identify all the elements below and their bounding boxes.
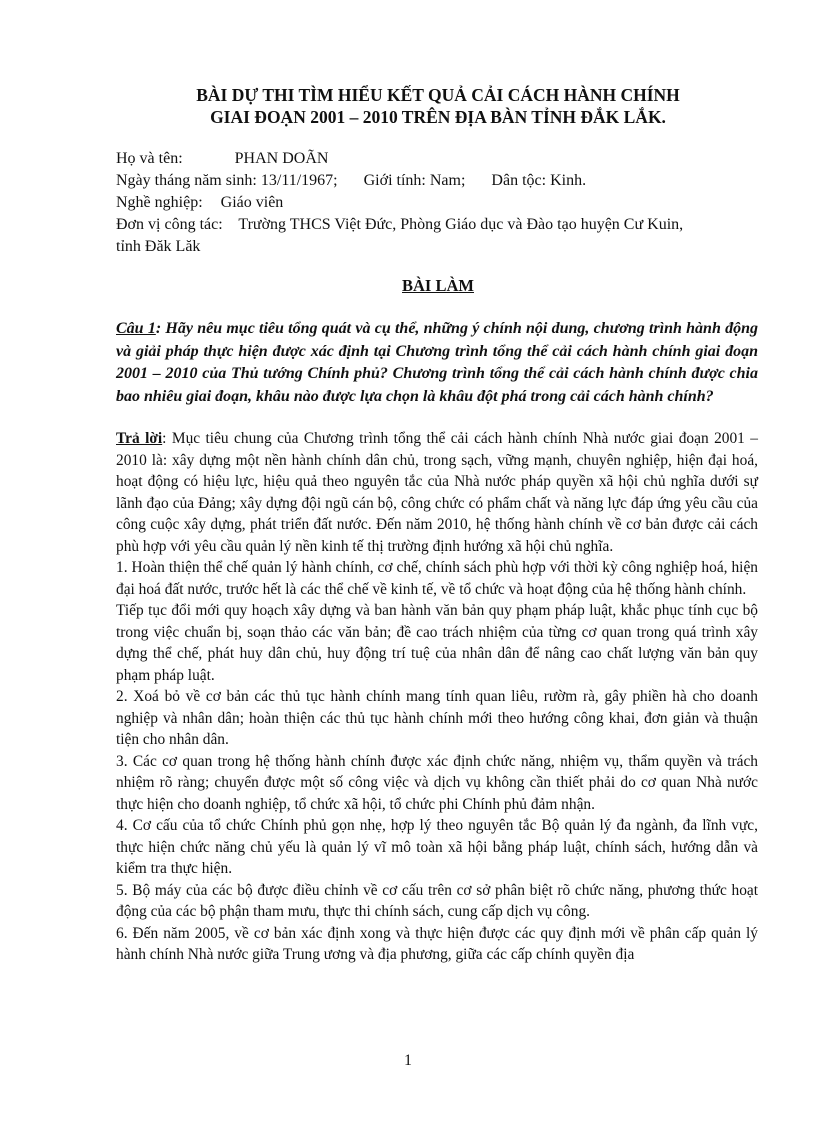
answer-intro-text: : Mục tiêu chung của Chương trình tổng thể cải cách hành chính Nhà nước giai đoạn 2001 – 2010 là: xây dựng một nền hành chính dân chủ, trong sạch, vững mạnh, chuyên nghiệp, hiện đại hoá, hoạt động có hiệu lực, hiệu quả theo nguyên tắc của Nhà nước pháp quyền xã hội chủ nghĩa dưới sự lãnh đạo của Đảng; xây dựng đội ngũ cán bộ, công chức có phẩm chất và năng lực đáp ứng yêu cầu của công cuộc xây dựng, phát triển đất nước. Đến năm 2010, hệ thống hành chính về cơ bản được cải cách phù hợp với yêu cầu quản lý nền kinh tế thị trường định hướng xã hội chủ nghĩa.	[116, 430, 758, 555]
page-number: 1	[404, 1052, 412, 1069]
title-line-1: BÀI DỰ THI TÌM HIỂU KẾT QUẢ CẢI CÁCH HÀNH CHÍNH	[196, 85, 680, 105]
dob-value: 13/11/1967;	[260, 172, 338, 189]
answer-paragraph: 3. Các cơ quan trong hệ thống hành chính được xác định chức năng, nhiệm vụ, thẩm quyền và trách nhiệm rõ ràng; chuyển được một số công việc và dịch vụ không cần thiết phải do cơ quan Nhà nước thực hiện cho doanh nghiệp, tổ chức xã hội, tổ chức phi Chính phủ đảm nhận.	[116, 752, 758, 813]
job-label: Nghề nghiệp:	[116, 194, 203, 211]
ethnic-label: Dân tộc:	[491, 172, 547, 189]
answer-paragraph: 1. Hoàn thiện thể chế quản lý hành chính, cơ chế, chính sách phù hợp với thời kỳ công nghiệp hoá, hiện đại hoá đất nước, trước hết là các thể chế về kinh tế, về tổ chức và hoạt động của hệ thống hành chính.	[116, 559, 758, 598]
unit-row	[116, 214, 766, 236]
unit-value: Trường THCS Việt Đức, Phòng Giáo dục và Đào tạo huyện Cư Kuin,	[238, 216, 684, 233]
answer-paragraph: 4. Cơ cấu của tổ chức Chính phủ gọn nhẹ, hợp lý theo nguyên tắc Bộ quản lý đa ngành, đa lĩnh vực, thực hiện chức năng chủ yếu là quản lý vĩ mô toàn xã hội bằng pháp luật, chính sách, hướng dẫn và kiểm tra thực hiện.	[116, 817, 758, 877]
ethnic-value: Kinh.	[550, 172, 587, 189]
document-title	[110, 84, 766, 128]
personal-info	[116, 148, 766, 258]
gender-label: Giới tính:	[363, 172, 426, 189]
answer-intro	[116, 428, 758, 557]
unit-label: Đơn vị công tác:	[116, 216, 223, 233]
unit-row-2	[116, 236, 766, 258]
section-heading: BÀI LÀM	[402, 276, 474, 295]
dob-label: Ngày tháng năm sinh:	[116, 172, 257, 189]
unit-value-2: tỉnh Đăk Lăk	[116, 238, 201, 255]
name-label: Họ và tên:	[116, 150, 183, 167]
answer-paragraph: 5. Bộ máy của các bộ được điều chỉnh về cơ cấu trên cơ sở phân biệt rõ chức năng, phương thức hoạt động của các bộ phận tham mưu, thực thi chính sách, cung cấp dịch vụ công.	[116, 881, 758, 920]
answer-paragraph: Tiếp tục đổi mới quy hoạch xây dựng và ban hành văn bản quy phạm pháp luật, khắc phục tính cục bộ trong việc chuẩn bị, soạn thảo các văn bản; đề cao trách nhiệm của từng cơ quan trong quá trình xây dựng thể chế, phát huy dân chủ, huy động trí tuệ của nhân dân để nâng cao chất lượng văn bản quy phạm pháp luật.	[116, 602, 758, 684]
name-value: PHAN DOÃN	[234, 150, 329, 167]
answer-paragraph: 6. Đến năm 2005, về cơ bản xác định xong và thực hiện được các quy định mới về phân cấp quản lý hành chính Nhà nước giữa Trung ương và địa phương, giữa các cấp chính quyền địa	[116, 924, 758, 963]
answer-body	[116, 428, 758, 966]
gender-value: Nam;	[429, 172, 466, 189]
question-label: Câu 1	[116, 320, 156, 337]
dob-row	[116, 170, 766, 192]
name-row	[116, 148, 766, 170]
question-text: : Hãy nêu mục tiêu tổng quát và cụ thể, những ý chính nội dung, chương trình hành động và giải pháp thực hiện được xác định tại Chương trình tổng thể cải cách hành chính giai đoạn 2001 – 2010 của Thủ tướng Chính phủ? Chương trình tổng thể cải cách hành chính được chia bao nhiêu giai đoạn, khâu nào được lựa chọn là khâu đột phá trong cải cách hành chính?	[116, 320, 759, 405]
answer-label: Trả lời	[116, 430, 163, 447]
answer-paragraph: 2. Xoá bỏ về cơ bản các thủ tục hành chính mang tính quan liêu, rườm rà, gây phiền hà cho doanh nghiệp và nhân dân; hoàn thiện các thủ tục hành chính mới theo hướng công khai, đơn giản và thuận tiện cho nhân dân.	[116, 688, 758, 748]
job-row	[116, 192, 766, 214]
question-1	[116, 318, 758, 408]
title-line-2: GIAI ĐOẠN 2001 – 2010 TRÊN ĐỊA BÀN TỈNH ĐẮK LẮK.	[210, 107, 666, 127]
job-value: Giáo viên	[220, 194, 284, 211]
